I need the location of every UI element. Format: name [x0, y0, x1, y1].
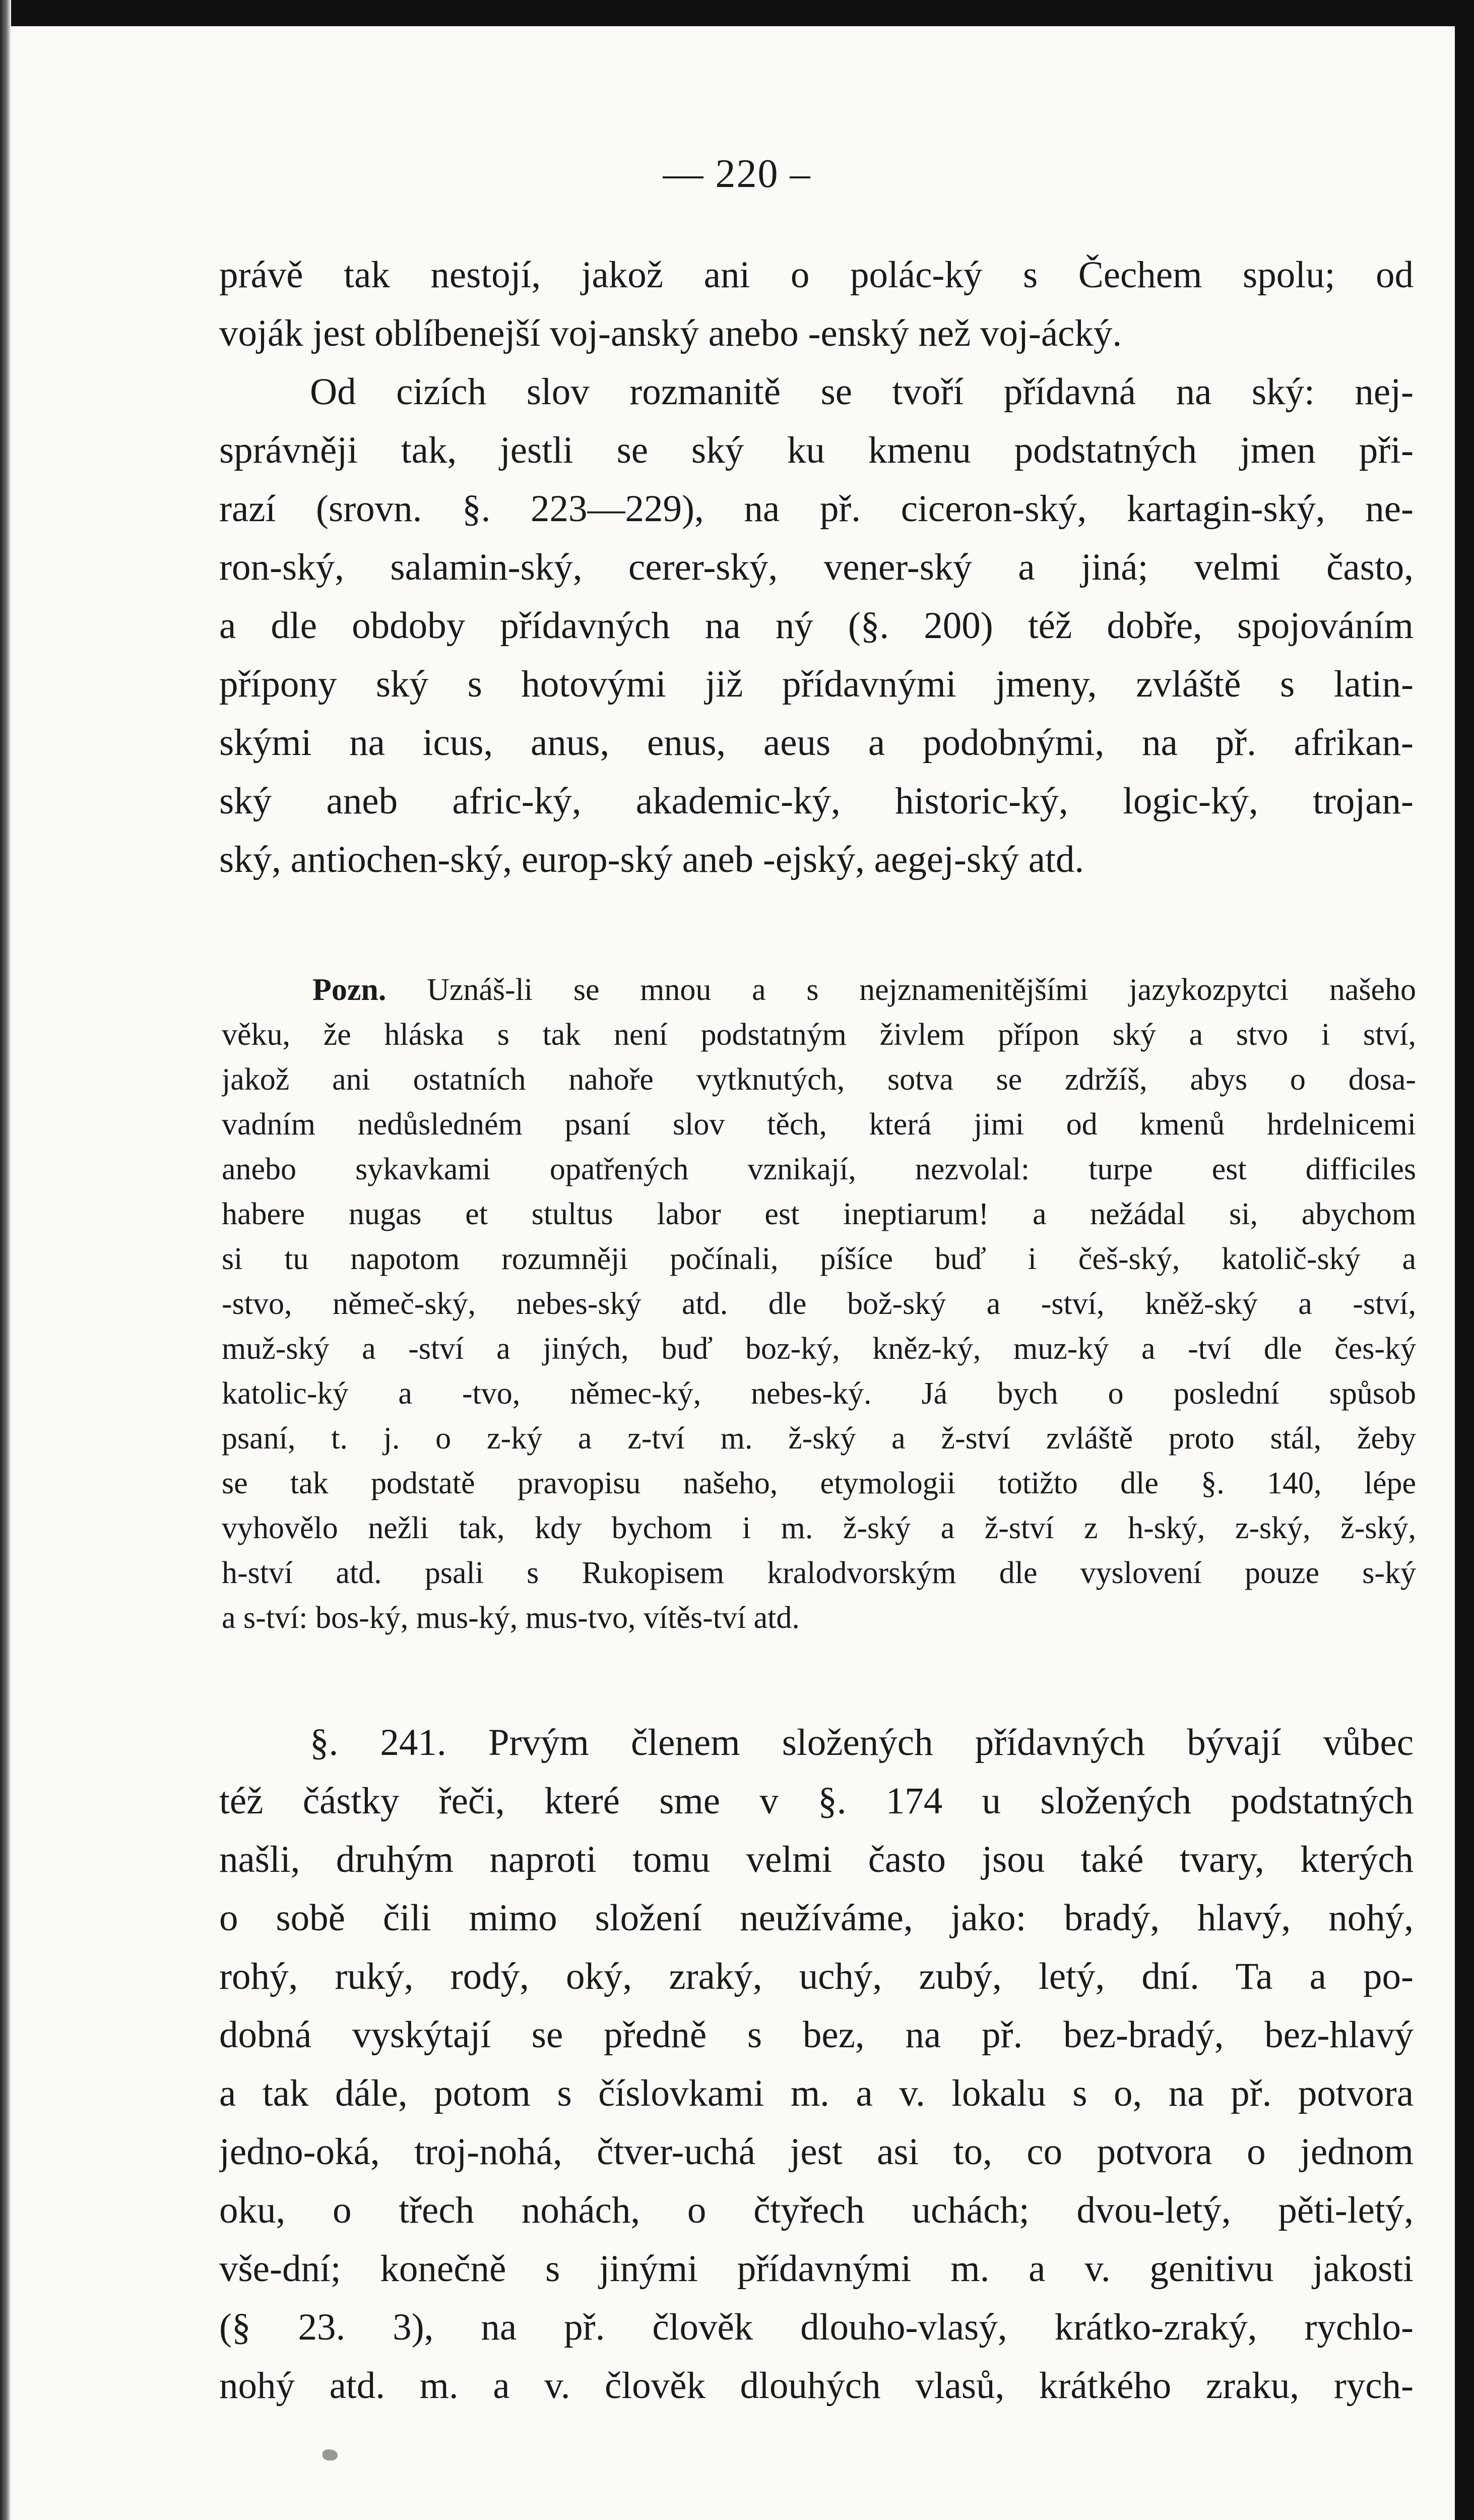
paragraph-adjectives-foreign	[219, 246, 1414, 889]
scan-edge-right	[1455, 0, 1474, 2520]
paragraph-section-241	[219, 1714, 1414, 2415]
text-line: oku, o třech nohách, o čtyřech uchách; dvou-letý, pěti-letý,	[219, 2189, 1414, 2231]
note-line: habere nugas et stultus labor est ineptiarum! a nežádal si, abychom	[222, 1197, 1416, 1231]
text-line: našli, druhým naproti tomu velmi často jsou také tvary, kterých	[219, 1839, 1414, 1880]
note-line: vadním nedůsledném psaní slov těch, která jimi od kmenů hrdelnicemi	[222, 1107, 1416, 1142]
text-line: ský, antiochen-ský, europ-ský aneb -ejský, aegej-ský atd.	[219, 839, 1084, 880]
note-label: Pozn.	[312, 973, 387, 1007]
note-block	[222, 968, 1416, 1641]
note-first-line-text: Uznáš-li se mnou a s nejznamenitějšími jazykozpytci našeho	[427, 973, 1416, 1007]
note-line: a s-tví: bos-ký, mus-ký, mus-tvo, vítěs-tví atd.	[222, 1601, 800, 1635]
note-line: h-ství atd. psali s Rukopisem kralodvorským dle vyslovení pouze s-ký	[222, 1556, 1416, 1590]
text-line: jedno-oká, troj-nohá, čtver-uchá jest asi to, co potvora o jednom	[219, 2131, 1414, 2173]
scan-edge-top	[0, 0, 1474, 26]
text-line: rohý, ruký, rodý, oký, zraký, uchý, zubý, letý, dní. Ta a po-	[219, 1956, 1414, 1997]
note-line: si tu napotom rozumněji počínali, píšíce buď i češ-ský, katolič-ský a	[222, 1242, 1416, 1276]
text-line: dobná vyskýtají se předně s bez, na př. bez-bradý, bez-hlavý	[219, 2014, 1414, 2056]
note-line: jakož ani ostatních nahoře vytknutých, sotva se zdržíš, abys o dosa-	[222, 1062, 1416, 1097]
note-line: muž-ský a -ství a jiných, buď boz-ký, kněz-ký, muz-ký a -tví dle čes-ký	[222, 1332, 1416, 1366]
text-line: ron-ský, salamin-ský, cerer-ský, vener-ský a jiná; velmi často,	[219, 546, 1414, 588]
text-line: skými na icus, anus, enus, aeus a podobnými, na př. afrikan-	[219, 722, 1414, 764]
text-line: razí (srovn. §. 223—229), na př. ciceron-ský, kartagin-ský, ne-	[219, 488, 1414, 530]
note-line: věku, že hláska s tak není podstatným živlem přípon ský a stvo i ství,	[222, 1018, 1416, 1052]
scan-edge-left	[0, 0, 11, 2520]
note-line: anebo sykavkami opatřených vznikají, nezvolal: turpe est difficiles	[222, 1152, 1416, 1186]
text-line: a tak dále, potom s číslovkami m. a v. lokalu s o, na př. potvora	[219, 2072, 1414, 2114]
note-line: katolic-ký a -tvo, němec-ký, nebes-ký. Já bych o poslední spůsob	[222, 1376, 1416, 1411]
text-line: o sobě čili mimo složení neužíváme, jako: bradý, hlavý, nohý,	[219, 1897, 1414, 1939]
note-line: -stvo, němeč-ský, nebes-ský atd. dle bož-ský a -ství, kněž-ský a -ství,	[222, 1287, 1416, 1321]
text-line: voják jest oblíbenejší voj-anský anebo -enský než voj-ácký.	[219, 312, 1122, 354]
note-line: se tak podstatě pravopisu našeho, etymologii totižto dle §. 140, lépe	[222, 1466, 1416, 1500]
note-line: vyhovělo nežli tak, kdy bychom i m. ž-ský a ž-ství z h-ský, z-ský, ž-ský,	[222, 1511, 1416, 1545]
text-line: (§ 23. 3), na př. člověk dlouho-vlasý, krátko-zraký, rychlo-	[219, 2306, 1414, 2348]
text-line: též částky řeči, které sme v §. 174 u složených podstatných	[219, 1780, 1414, 1822]
note-line: psaní, t. j. o z-ký a z-tví m. ž-ský a ž-ství zvláště proto stál, žeby	[222, 1421, 1416, 1456]
text-line: §. 241. Prvým členem složených přídavných bývají vůbec	[310, 1722, 1414, 1763]
text-line: a dle obdoby přídavných na ný (§. 200) též dobře, spojováním	[219, 605, 1414, 647]
text-line: Od cizích slov rozmanitě se tvoří přídavná na ský: nej-	[310, 371, 1414, 413]
text-line: vše-dní; konečně s jinými přídavnými m. a v. genitivu jakosti	[219, 2248, 1414, 2290]
page-number: — 220 –	[663, 152, 811, 196]
scan-speck	[323, 2449, 338, 2461]
text-line: ský aneb afric-ký, akademic-ký, historic-ký, logic-ký, trojan-	[219, 780, 1414, 822]
text-line: přípony ský s hotovými již přídavnými jmeny, zvláště s latin-	[219, 663, 1414, 705]
text-line: správněji tak, jestli se ský ku kmenu podstatných jmen při-	[219, 429, 1414, 471]
text-line: nohý atd. m. a v. člověk dlouhých vlasů, krátkého zraku, rych-	[219, 2365, 1414, 2407]
text-line: právě tak nestojí, jakož ani o polác-ký s Čechem spolu; od	[219, 254, 1414, 296]
note-first-line	[222, 968, 1416, 1013]
